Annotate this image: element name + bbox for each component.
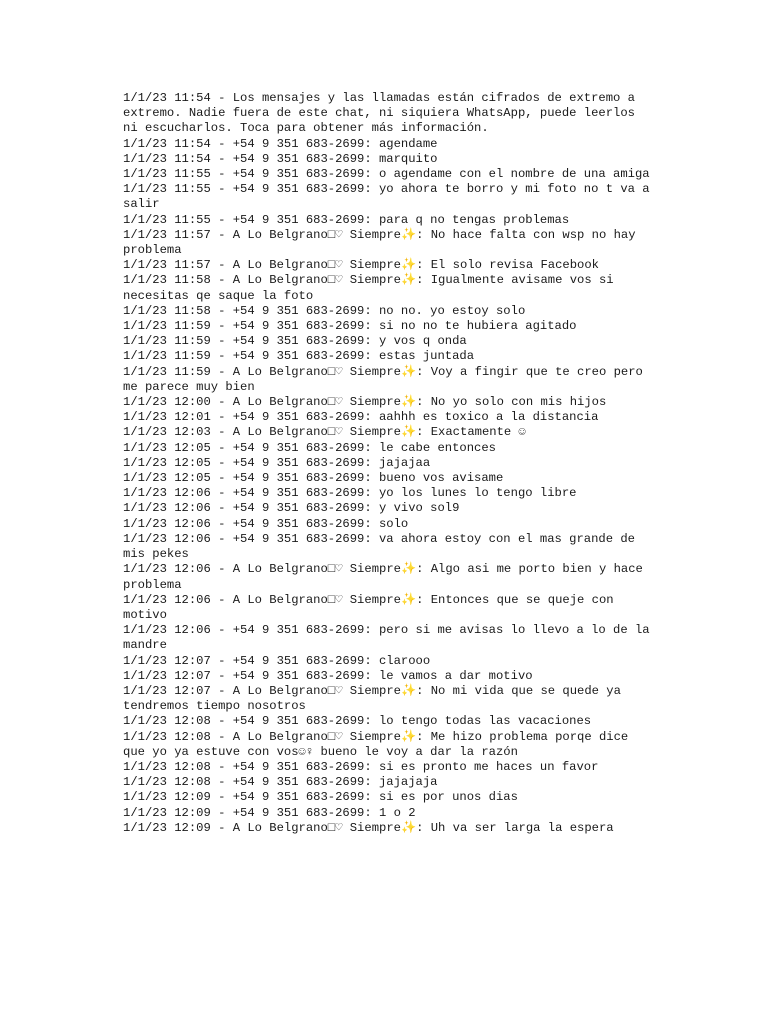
chat-transcript [123, 91, 657, 836]
chat-message: 1/1/23 11:59 - +54 9 351 683-2699: si no no te hubiera agitado [123, 319, 577, 334]
chat-message: 1/1/23 12:08 - +54 9 351 683-2699: jajajaja [123, 775, 438, 790]
chat-message: 1/1/23 12:08 - +54 9 351 683-2699: lo tengo todas las vacaciones [123, 714, 592, 729]
chat-message: 1/1/23 12:08 - A Lo Belgrano□♡ Siempre✨: Me hizo problema porqe dice que yo ya estuve con vos☺♀ bueno le voy a dar la razón [123, 729, 636, 759]
chat-message: 1/1/23 12:03 - A Lo Belgrano□♡ Siempre✨: Exactamente ☺ [123, 425, 526, 440]
chat-message: 1/1/23 12:06 - +54 9 351 683-2699: pero si me avisas lo llevo a lo de la mandre [123, 623, 657, 653]
chat-message: 1/1/23 12:06 - +54 9 351 683-2699: yo los lunes lo tengo libre [123, 486, 577, 501]
chat-message: 1/1/23 12:06 - A Lo Belgrano□♡ Siempre✨: Algo asi me porto bien y hace problema [123, 562, 651, 592]
chat-message: 1/1/23 12:05 - +54 9 351 683-2699: jajajaa [123, 455, 431, 470]
chat-message: 1/1/23 12:07 - +54 9 351 683-2699: le vamos a dar motivo [123, 668, 533, 683]
chat-message: 1/1/23 11:54 - Los mensajes y las llamadas están cifrados de extremo a extremo. Nadie fuera de este chat, ni siquiera WhatsApp, puede leerlos ni escucharlos. Toca para obtener más información. [123, 91, 643, 136]
chat-message: 1/1/23 11:55 - +54 9 351 683-2699: yo ahora te borro y mi foto no t va a salir [123, 182, 657, 212]
chat-message: 1/1/23 12:00 - A Lo Belgrano□♡ Siempre✨: No yo solo con mis hijos [123, 395, 607, 410]
chat-message: 1/1/23 12:05 - +54 9 351 683-2699: le cabe entonces [123, 440, 496, 455]
chat-message: 1/1/23 12:06 - +54 9 351 683-2699: y vivo sol9 [123, 501, 460, 516]
chat-message: 1/1/23 12:06 - +54 9 351 683-2699: va ahora estoy con el mas grande de mis pekes [123, 531, 643, 562]
chat-message: 1/1/23 12:09 - +54 9 351 683-2699: si es por unos dias [123, 790, 518, 805]
chat-message: 1/1/23 12:06 - A Lo Belgrano□♡ Siempre✨: Entonces que se queje con motivo [123, 592, 621, 622]
chat-message: 1/1/23 11:55 - +54 9 351 683-2699: o agendame con el nombre de una amiga [123, 167, 650, 182]
chat-message: 1/1/23 11:54 - +54 9 351 683-2699: marquito [123, 151, 438, 166]
chat-message: 1/1/23 11:58 - A Lo Belgrano□♡ Siempre✨: Igualmente avisame vos si necesitas qe saque la foto [123, 273, 621, 303]
chat-message: 1/1/23 11:57 - A Lo Belgrano□♡ Siempre✨: No hace falta con wsp no hay problema [123, 227, 643, 258]
chat-message: 1/1/23 11:59 - +54 9 351 683-2699: y vos q onda [123, 334, 467, 349]
chat-message: 1/1/23 11:59 - A Lo Belgrano□♡ Siempre✨: Voy a fingir que te creo pero me parece muy bien [123, 364, 651, 394]
chat-message: 1/1/23 12:07 - +54 9 351 683-2699: clarooo [123, 653, 431, 668]
chat-message: 1/1/23 12:07 - A Lo Belgrano□♡ Siempre✨: No mi vida que se quede ya tendremos tiempo nosotros [123, 683, 629, 714]
chat-message: 1/1/23 12:09 - A Lo Belgrano□♡ Siempre✨: Uh va ser larga la espera [123, 820, 614, 835]
chat-message: 1/1/23 11:57 - A Lo Belgrano□♡ Siempre✨: El solo revisa Facebook [123, 258, 599, 273]
chat-message: 1/1/23 11:55 - +54 9 351 683-2699: para q no tengas problemas [123, 212, 570, 227]
chat-message: 1/1/23 12:05 - +54 9 351 683-2699: bueno vos avisame [123, 471, 504, 486]
chat-message: 1/1/23 11:54 - +54 9 351 683-2699: agendame [123, 136, 438, 151]
chat-message: 1/1/23 12:08 - +54 9 351 683-2699: si es pronto me haces un favor [123, 759, 599, 774]
chat-message: 1/1/23 12:09 - +54 9 351 683-2699: 1 o 2 [123, 805, 416, 820]
chat-message: 1/1/23 12:01 - +54 9 351 683-2699: aahhh es toxico a la distancia [123, 410, 599, 425]
chat-message: 1/1/23 11:59 - +54 9 351 683-2699: estas juntada [123, 349, 475, 364]
chat-message: 1/1/23 12:06 - +54 9 351 683-2699: solo [123, 516, 409, 531]
chat-message: 1/1/23 11:58 - +54 9 351 683-2699: no no. yo estoy solo [123, 303, 526, 318]
